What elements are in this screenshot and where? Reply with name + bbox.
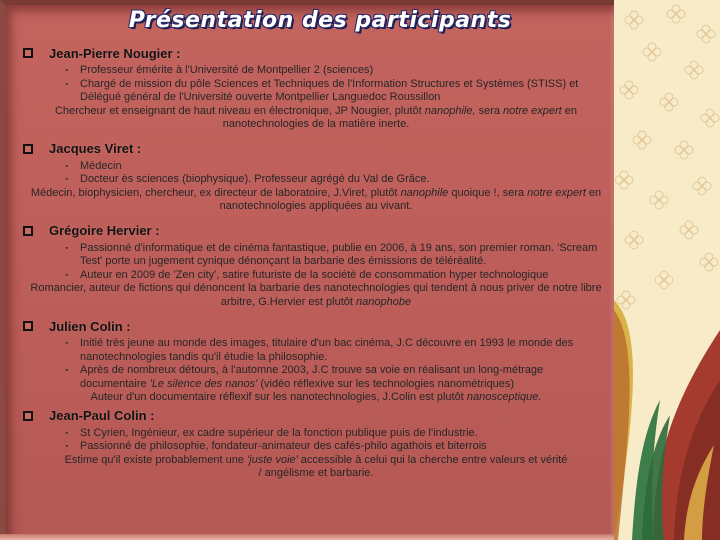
square-bullet-icon: ▪ xyxy=(65,443,68,450)
list-item xyxy=(22,64,610,78)
participant-section xyxy=(22,42,610,132)
summary-emphasis: nanophile, xyxy=(424,104,476,117)
participants-list xyxy=(22,42,610,481)
participant-section xyxy=(22,220,610,310)
bullet-emphasis: 'Le silence des nanos' xyxy=(149,377,258,390)
summary-emphasis: nanophobe xyxy=(356,295,412,308)
panel-bottom-edge xyxy=(0,534,614,540)
participant-header xyxy=(22,138,610,160)
participant-summary xyxy=(22,105,610,132)
checkbox-bullet-icon xyxy=(23,48,33,58)
summary-emphasis: notre expert xyxy=(503,104,562,117)
participant-name: Jacques Viret : xyxy=(49,141,142,156)
square-bullet-icon: ▪ xyxy=(65,429,68,437)
list-item xyxy=(22,160,610,174)
bullet-text: Chargé de mission du pôle Sciences et Techniques de l'Information Structures et Systèmes (STISS) et Délégué général de l'Université ouverte Montpellier Languedoc Roussillon xyxy=(80,77,579,103)
summary-emphasis: notre expert xyxy=(527,186,586,199)
summary-text: Romancier, auteur de fictions qui dénoncent la barbarie des nanotechnologies qui tendent à nous priver de notre libre arbitre, G.Hervier est plutôt xyxy=(30,282,602,308)
participant-header xyxy=(22,220,610,242)
bullet-text xyxy=(80,364,610,391)
summary-text: quoique !, sera xyxy=(448,186,528,199)
bullet-text: Initié très jeune au monde des images, titulaire d'un bac cinéma, J.C découvre en 1993 le monde des nanotechnologies tandis qu'il étudie la philosophie. xyxy=(80,337,574,363)
participant-name: Jean-Paul Colin : xyxy=(49,408,155,423)
list-item xyxy=(22,440,610,454)
participant-section xyxy=(22,405,610,481)
decorative-flower-panel xyxy=(614,0,720,540)
summary-text: Auteur d'un documentaire réflexif sur les nanotechnologies, J.Colin est plutôt xyxy=(90,391,467,403)
square-bullet-icon: ▪ xyxy=(65,271,68,279)
summary-text: en nanotechnologies appliquées au vivant. xyxy=(219,186,602,212)
participant-summary xyxy=(22,187,610,214)
list-item xyxy=(22,427,610,441)
square-bullet-icon: ▪ xyxy=(65,67,68,74)
participant-name: Jean-Pierre Nougier : xyxy=(49,45,181,61)
square-bullet-icon: ▪ xyxy=(65,340,68,347)
summary-text: sera xyxy=(475,104,504,117)
bullet-text-part: (vidéo réflexive sur les technologies nanométriques) xyxy=(257,377,515,390)
list-item xyxy=(22,337,610,364)
bullet-text: Passionné de philosophie, fondateur-animateur des cafés-philo agathois et biterrois xyxy=(80,440,487,452)
summary-text: Médecin, biophysicien, chercheur, ex directeur de laboratoire, J.Viret, plutôt xyxy=(30,186,401,199)
square-bullet-icon: ▪ xyxy=(65,80,68,88)
summary-text: accessible à celui qui la cherche entre valeurs et vérité / angélisme et barbarie. xyxy=(258,453,568,479)
participant-section xyxy=(22,138,610,214)
summary-emphasis: nanophile xyxy=(400,186,449,199)
square-bullet-icon: ▪ xyxy=(65,244,68,252)
square-bullet-icon: ▪ xyxy=(65,162,68,170)
checkbox-bullet-icon xyxy=(23,226,33,236)
list-item xyxy=(22,242,610,269)
participant-summary xyxy=(22,391,610,405)
bullet-text: Auteur en 2009 de 'Zen city', satire futuriste de la société de consommation hyper technologique xyxy=(80,268,549,281)
participant-name: Grégoire Hervier : xyxy=(49,223,160,238)
page-title: Présentation des participants xyxy=(128,8,512,33)
participant-header xyxy=(22,315,610,337)
list-item xyxy=(22,269,610,283)
summary-emphasis: 'juste voie' xyxy=(247,453,298,466)
participant-summary xyxy=(22,454,610,481)
summary-text: Chercheur et enseignant de haut niveau en électronique, JP Nougier, plutôt xyxy=(54,104,425,117)
checkbox-bullet-icon xyxy=(23,411,33,421)
participant-section xyxy=(22,315,610,405)
summary-text: Estime qu'il existe probablement une xyxy=(64,453,248,466)
bullet-text-part: Après de nombreux détours, à l'automne 2003, J.C trouve sa voie en réalisant un long-métrage documentaire xyxy=(80,364,544,390)
list-item xyxy=(22,173,610,187)
bullet-text: Professeur émérite à l'Université de Montpellier 2 (sciences) xyxy=(80,64,374,76)
bullet-text: St Cyrien, Ingénieur, ex cadre supérieur de la fonction publique puis de l'industrie. xyxy=(80,426,478,439)
participant-header xyxy=(22,42,610,64)
list-item xyxy=(22,78,610,105)
bullet-text: Passionné d'informatique et de cinéma fantastique, publie en 2006, à 19 ans, son premier roman. 'Scream Test' porte un jugement cynique dénonçant la barbarie des émissions de téléréalité. xyxy=(80,241,598,267)
checkbox-bullet-icon xyxy=(23,321,33,331)
participant-summary xyxy=(22,282,610,309)
list-item xyxy=(22,364,610,391)
participant-name: Julien Colin : xyxy=(49,318,131,334)
summary-text: en nanotechnologies de la matière inerte. xyxy=(222,104,578,130)
bullet-text: Docteur ès sciences (biophysique). Professeur agrégé du Val de Grâce. xyxy=(80,173,430,185)
square-bullet-icon: ▪ xyxy=(65,176,68,183)
flower-pattern-icon xyxy=(614,0,720,540)
square-bullet-icon: ▪ xyxy=(65,367,68,374)
checkbox-bullet-icon xyxy=(23,144,33,154)
summary-emphasis: nanosceptique. xyxy=(466,391,542,403)
participant-header xyxy=(22,405,610,427)
bullet-text: Médecin xyxy=(80,159,122,172)
